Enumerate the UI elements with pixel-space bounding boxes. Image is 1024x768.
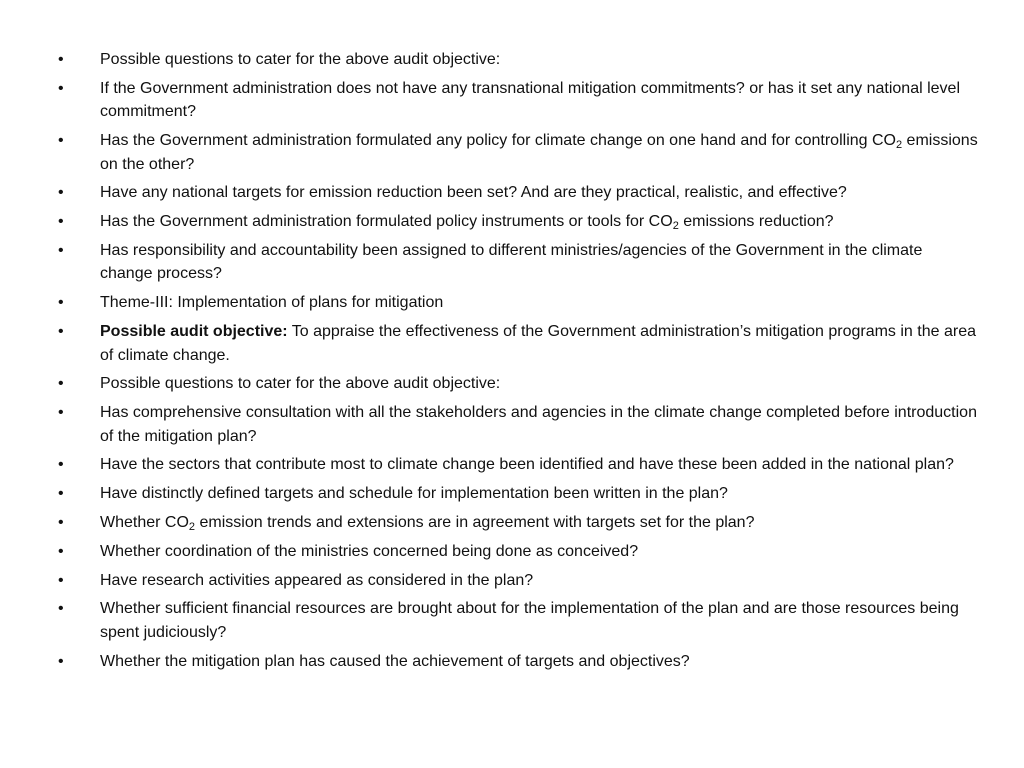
bullet-item bbox=[58, 453, 978, 477]
bullet-dot-icon: • bbox=[58, 485, 64, 503]
bullet-item bbox=[58, 291, 978, 315]
text-segment: Whether CO bbox=[100, 514, 189, 532]
bullet-text bbox=[100, 372, 978, 396]
text-segment: emission trends and extensions are in agreement with targets set for the plan? bbox=[195, 514, 755, 532]
bullet-dot-icon: • bbox=[58, 404, 64, 422]
bullet-text bbox=[100, 239, 978, 286]
bullet-text bbox=[100, 181, 978, 205]
bullet-item bbox=[58, 597, 978, 644]
bullet-dot-icon: • bbox=[58, 456, 64, 474]
bold-label: Possible audit objective: bbox=[100, 323, 288, 341]
text-segment: Has responsibility and accountability been assigned to different ministries/agencies of the Government in the climate change process? bbox=[100, 241, 923, 283]
subscript-text: 2 bbox=[895, 139, 903, 152]
bullet-item bbox=[58, 650, 978, 674]
bullet-item bbox=[58, 129, 978, 176]
bullet-text bbox=[100, 511, 978, 535]
bullet-item bbox=[58, 48, 978, 72]
text-segment: Whether coordination of the ministries concerned being done as conceived? bbox=[100, 542, 639, 560]
bullet-item bbox=[58, 210, 978, 234]
bullet-dot-icon: • bbox=[58, 542, 64, 560]
bullet-list bbox=[58, 48, 978, 679]
bullet-item bbox=[58, 401, 978, 448]
bullet-text bbox=[100, 569, 978, 593]
text-segment: Possible questions to cater for the above audit objective: bbox=[100, 51, 501, 68]
bullet-text bbox=[100, 129, 978, 176]
bullet-text bbox=[100, 291, 978, 315]
text-segment: Has the Government administration formulated policy instruments or tools for CO bbox=[100, 213, 673, 231]
subscript-text: 2 bbox=[188, 521, 196, 534]
bullet-item bbox=[58, 511, 978, 535]
bullet-item bbox=[58, 181, 978, 205]
bullet-dot-icon: • bbox=[58, 375, 64, 393]
bullet-dot-icon: • bbox=[58, 600, 64, 618]
bullet-item bbox=[58, 320, 978, 367]
bullet-dot-icon: • bbox=[58, 571, 64, 589]
bullet-text bbox=[100, 453, 978, 477]
bullet-item bbox=[58, 372, 978, 396]
bullet-dot-icon: • bbox=[58, 132, 64, 150]
text-segment: Have any national targets for emission reduction been set? And are they practical, realistic, and effective? bbox=[100, 184, 847, 202]
bullet-dot-icon: • bbox=[58, 514, 64, 532]
bullet-item bbox=[58, 239, 978, 286]
bullet-dot-icon: • bbox=[58, 79, 64, 97]
bullet-text bbox=[100, 482, 978, 506]
text-segment: Whether sufficient financial resources are brought about for the implementation of the plan and are those resources being spent judiciously? bbox=[100, 600, 959, 641]
text-segment: Has comprehensive consultation with all the stakeholders and agencies in the climate change completed before introduction of the mitigation plan? bbox=[100, 404, 977, 445]
text-segment: emissions reduction? bbox=[678, 213, 834, 231]
bullet-text bbox=[100, 401, 978, 448]
text-segment: Possible questions to cater for the above audit objective: bbox=[100, 375, 501, 393]
text-segment: If the Government administration does not have any transnational mitigation commitments? or has it set any national level commitment? bbox=[100, 79, 961, 121]
text-segment: Have distinctly defined targets and schedule for implementation been written in the plan? bbox=[100, 485, 728, 503]
bullet-dot-icon: • bbox=[58, 241, 64, 259]
text-segment: Have the sectors that contribute most to climate change been identified and have these been added in the national plan? bbox=[100, 456, 954, 474]
bullet-text bbox=[100, 320, 978, 367]
bullet-text bbox=[100, 540, 978, 564]
text-segment: Theme-III: Implementation of plans for mitigation bbox=[100, 294, 444, 312]
text-segment: emissions on the other? bbox=[100, 132, 978, 173]
bullet-text bbox=[100, 650, 978, 674]
subscript-text: 2 bbox=[672, 220, 679, 233]
text-segment: Have research activities appeared as considered in the plan? bbox=[100, 571, 534, 589]
text-segment: Whether the mitigation plan has caused the achievement of targets and objectives? bbox=[100, 652, 690, 670]
bullet-dot-icon: • bbox=[58, 213, 64, 231]
bullet-item bbox=[58, 77, 978, 124]
bullet-text bbox=[100, 210, 978, 234]
bullet-dot-icon: • bbox=[58, 184, 64, 202]
bullet-item bbox=[58, 482, 978, 506]
bullet-text bbox=[100, 77, 978, 124]
bullet-text bbox=[100, 597, 978, 644]
bullet-item bbox=[58, 569, 978, 593]
bullet-item bbox=[58, 540, 978, 564]
bullet-dot-icon: • bbox=[58, 323, 64, 341]
bullet-dot-icon: • bbox=[58, 294, 64, 312]
bullet-dot-icon: • bbox=[58, 652, 64, 670]
bullet-dot-icon: • bbox=[58, 51, 64, 68]
bullet-text bbox=[100, 48, 978, 72]
text-segment: To appraise the effectiveness of the Government administration’s mitigation programs in the area of climate change. bbox=[100, 323, 976, 364]
text-segment: Has the Government administration formulated any policy for climate change on one hand and for controlling CO bbox=[100, 132, 896, 150]
